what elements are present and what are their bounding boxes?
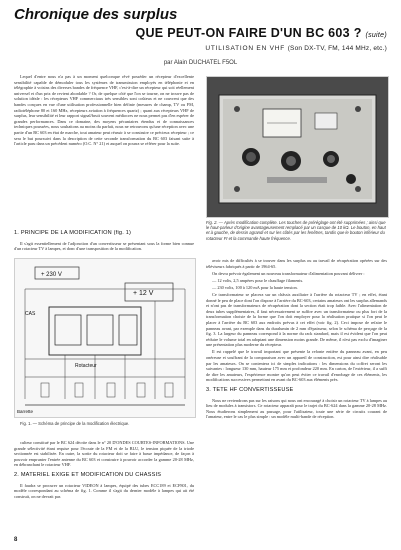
figure-2-caption: Fig. 2. — Après modification complète. Les touches de préréglage ont été supprimées ; ainsi que le haut-parleur d'origine avantageusement remplacé par un casque de 10 kΩ. Le bouton, en haut et à gauche, de dessin agrandi et sur les côtés par les fenêtres, tandis que le bouton inférieur du rotacteur FI et la commande haute fréquence. [206,220,386,241]
section1-column [14,226,194,256]
right-list-item: — 12 volts, 2,5 ampères pour le chauffage filaments. [212,277,304,283]
intro-column [14,74,194,224]
article-title-text: QUE PEUT-ON FAIRE D'UN BC 603 ? [135,26,362,40]
rotacteur-label: Rotacteur [75,363,97,369]
left-bottom-paragraph: culteur constitué par le BC 624 décrite dans le n° 20 D'ONDES COURTES-INFORMATIONS. Une grande sélectivité étant requise pour l'écoute de la FM et de la BLU, le tension piquée de la triode sectionnée est stabilisée. En outre, la sortie du rotacteur doit se faire à basse impédance, de façon à pouvoir emprunter l'entrée antenne du BC 603 et construire à pouvoir accorder la gamme 20-28 MHz, en débranchant le rotacteur VHF. [14,440,194,468]
right-paragraph: Ce transformateur se placera sur un châssis auxiliaire à l'arrière du rotacteur TV ; en effet, étant donné le peu de place dont l'on dispose à l'arrière du BC-603, certains amateurs ont les surplus allemands et n'ont pas de transformateurs de récupération dont la section était trop faible. Avec l'alimentation de deux tubes supplémentaires, il faut nécessairement se suffire avec un transformateur ou plus fort de la transformation choisie de la forme que l'on doit employer pour la réalisation pratique si l'on peut le placer à l'arrière du BC 603 aux endroits prévus à cet effet (voir fig. 2). Ceci impose de refaire le panneau avant, par exemple dans du duralumin de 2 mm d'épaisseur, selon le schéma de perçage de la fig. 3. La largeur du panneau correspond à la norme du rack standard, mais il est évident que l'on peut réduire le volume total en adoptant une dimension moins grande. De même, il n'est pas exclu d'imaginer une présentation plus moderne du récepteur. [206,291,387,348]
section2-paragraph: Il faudra se procurer un rotacteur VIDEON à lampes, équipé des tubes ECC189 et ECF801, du modèle correspondant au schéma de fig. 1. Comme il s'agit du dernier modèle à lampes qui ait été construit, on ne devrait pas [14,482,194,499]
figure-2-photo [206,76,389,218]
article-subtitle [205,45,387,52]
section2-heading: 2. MATERIEL EXIGE ET MODIFICATION DU CHASSIS [14,471,162,478]
section3-heading: 3. TETE HF CONVERTISSEUSE [206,386,294,393]
barrette-label: Barrette [17,409,34,414]
section1-heading: 1. PRINCIPE DE LA MODIFICATION (fig. 1) [14,230,132,236]
article-title [135,26,387,40]
voltage-a-label: + 230 V [41,272,62,278]
right-list-item: — 230 volts, 100 à 120 mA pour la haute tension. [212,284,298,290]
right-paragraph: Nous ne reviendrons pas sur les raisons qui nous ont encouragé à choisir un rotacteur TV à lampes au lieu de modules à transistors. Ce rotacteur apparaît pour le trajet du BC-624 dans la gamme 20-28 MHz. Nous étudierons simplement au passage, pour l'utilisateur, toute une série de circuits courant de l'amateur, entre le cas le plus simple : un modèle multi-bande de réception. [206,397,387,420]
intro-paragraph: Lequel d'entre nous n'a pas à un moment quelconque rêvé posséder un récepteur d'excellente sensibilité capable de démoduler tous les systèmes de transmission employés en téléphonie et en télégraphie à voisins des diverses bandes de fréquence VHF, c'est-à-dire un récepteur qui soit réellement universel et d'un prix de revient abordable ? Or, de quelque côté que l'on se tourne, on ne trouve pas de solution idéale : les récepteurs VHF commerciaux très sensibles sont coûteux et ne couvrent que des bandes conçues en vue d'une utilisation professionnelle bien définie (mesures de champ, TV ou FM, radiotéléphone 80 et 160 MHz, récepteurs aviation à fréquences quartz) ; quant aux récepteurs VHF de surplus, leur sensibilité et leur rapport signal/bruit souvent médiocres ne nous permet pas d'en espérer de grandes performances. Dans ce domaine, des moyens pécuniaires étendus et de connaissances techniques poussées, nous souhaitons au moins du parfait, nous ne retrouvons qu'une réception avec une partie d'un BC 603 en état de marche, tout amateur peut réussir à se construire ce précieux récepteur ; ce sera le but poursuivi dans la description de cette seconde transformation du BC 603 faisant suite à l'article paru dans un précédent numéro (O.C. N° 21) et auquel on pourra se référer pour la suite. [14,74,194,147]
left-bottom-column [14,440,194,540]
figure-1-caption: Fig. 1. — Schéma de principe de la modification électrique. [20,421,130,426]
page-number: 8 [14,537,18,543]
figure-1-schematic [14,258,196,418]
article-title-suffix: (suite) [365,32,387,39]
subtitle-detail: (Son DX-TV, FM, 144 MHz, etc.) [287,45,387,52]
column-rubric: Chronique des surplus [14,6,178,23]
article-author: par Alain DUCHATEL F5OL [163,60,238,66]
schematic-drawing [15,259,195,417]
right-paragraph: On devra prévoir également un nouveau transformateur d'alimentation pouvant délivrer : [212,270,365,276]
receiver-photo-drawing [207,77,388,217]
subtitle-main: UTILISATION EN VHF [205,45,286,52]
cas-label: CAS [25,311,36,317]
right-column [206,258,387,543]
right-paragraph: Il est rappelé que le travail important que présente la refonte entière du panneau avant, en peu onéreuse et souffrant de la comparaison avec un appareil de construction, est pour ainsi dire réalisable par les amateurs. On se contentera ici de simples indications : les dimensions du coffret seront les suivantes : longueur 130 mm, hauteur 175 mm et profondeur 220 mm. En carton, de l'extérieur, il a suffi de dire les amateurs, l'expérience montre qu'on peut éviter ce travail d'enrobage de ces éléments, les modifications successives permettant en avant du BC-603 aux éléments près. [206,349,387,383]
right-paragraph: avoir mis de difficultés à se trouver dans les surplus ou au travail de récupération opérées sur des téléviseurs fabriqués à partir de 1964-65. [206,258,387,269]
section1-paragraph: Il s'agit essentiellement de l'adjonction d'un convertisseur se présentant sous la forme bien connue d'un rotacteur TV à lampes, et donc d'une transposition de la modification. [14,240,194,252]
voltage-b-label: + 12 V [133,290,154,297]
